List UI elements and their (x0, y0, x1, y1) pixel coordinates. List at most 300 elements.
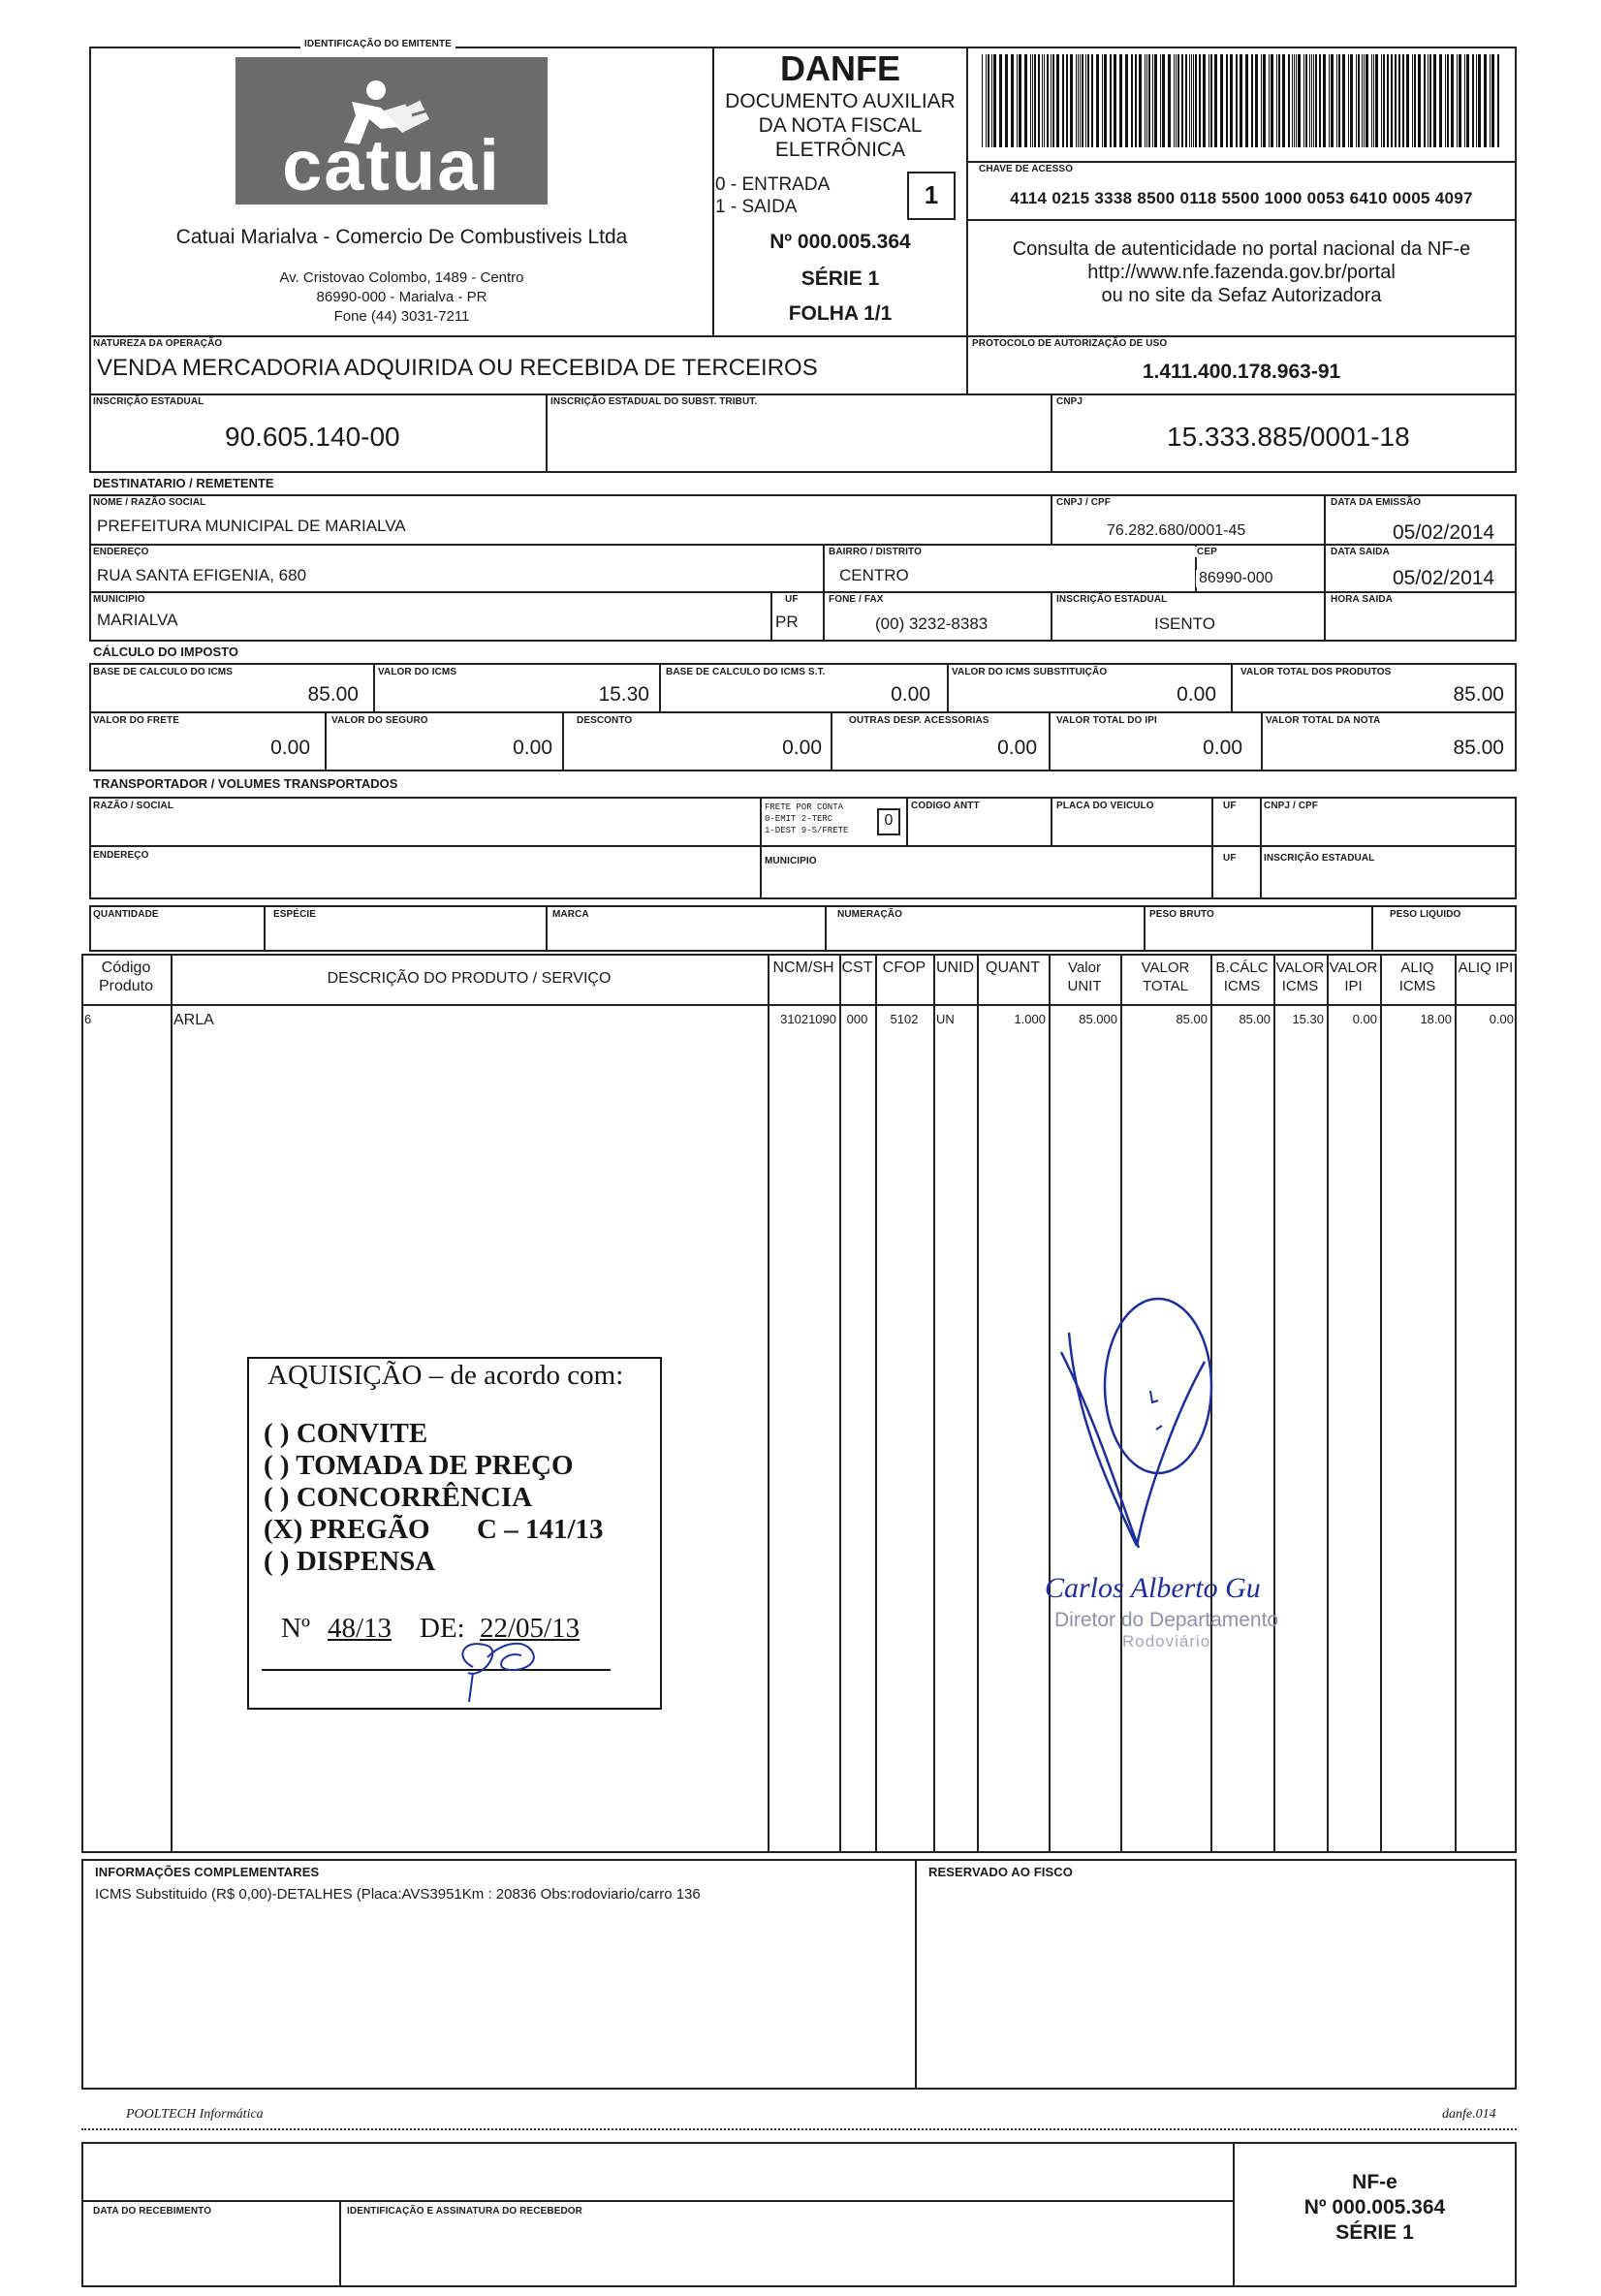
barcode-bar (1429, 54, 1431, 147)
barcode-bar (1362, 54, 1363, 147)
dest-fone: (00) 3232-8383 (875, 614, 989, 633)
dest-emissao-label: DATA DA EMISSÃO (1331, 497, 1422, 508)
dest-nome: PREFEITURA MUNICIPAL DE MARIALVA (97, 517, 406, 535)
transp-uf-label: UF (1223, 801, 1237, 811)
imp-div-b5 (1261, 711, 1263, 771)
barcode-bar (1146, 54, 1147, 147)
barcode-bar (1199, 54, 1201, 147)
v-icms: 15.30 (598, 683, 649, 706)
barcode-bar (1047, 54, 1049, 147)
barcode-bar (1433, 54, 1436, 147)
stamp-date-prefix: DE: (420, 1613, 465, 1644)
imp-div-b2 (562, 711, 564, 771)
barcode-bar (1230, 54, 1233, 147)
barcode-bar (1051, 54, 1052, 147)
barcode-bar (986, 54, 987, 147)
header-aliq-icms: ALIQ ICMS (1398, 959, 1436, 994)
barcode-bar (1476, 54, 1477, 147)
cnpj-emit-label: CNPJ (1056, 396, 1083, 407)
vol-div-1 (264, 905, 266, 952)
barcode-bar (1298, 54, 1301, 147)
barcode-bar (1189, 54, 1190, 147)
stamp-pregao-ref: C – 141/13 (477, 1514, 604, 1545)
cnpj-emit-value: 15.333.885/0001-18 (1167, 422, 1410, 452)
fisco-box (915, 1859, 1517, 2090)
dest-saida: 05/02/2014 (1393, 567, 1495, 589)
dest-div-cnpj (1051, 494, 1052, 544)
v-prod-label: VALOR TOTAL DOS PRODUTOS (1240, 667, 1392, 677)
barcode-bar (1375, 54, 1378, 147)
barcode-bar (1391, 54, 1393, 147)
vol-quantidade-label: QUANTIDADE (93, 909, 159, 920)
emitente-phone: Fone (44) 3031-7211 (333, 308, 470, 325)
imp-div-a3 (947, 663, 949, 711)
transp-placa-label: PLACA DO VEICULO (1056, 801, 1154, 811)
barcode-bar (1005, 54, 1008, 147)
transp-div-placa (1051, 797, 1052, 845)
barcode-bar (1472, 54, 1474, 147)
barcode-bar (1305, 54, 1307, 147)
barcode-bar (999, 54, 1002, 147)
produtos-col-divider (768, 954, 769, 1853)
transp-endereco-label: ENDEREÇO (93, 850, 149, 861)
barcode-bar (1381, 54, 1382, 147)
dest-municipio: MARIALVA (97, 611, 178, 629)
fisco-label: RESERVADO AO FISCO (928, 1865, 1073, 1879)
barcode-bar (1387, 54, 1389, 147)
barcode-bar (1269, 54, 1270, 147)
barcode-bar (1119, 54, 1122, 147)
stamp-date: 22/05/13 (480, 1613, 581, 1644)
dest-fone-label: FONE / FAX (829, 594, 884, 605)
chave-label: CHAVE DE ACESSO (979, 164, 1074, 174)
barcode-bar (1288, 54, 1290, 147)
barcode-bar (1466, 54, 1469, 147)
dest-div-uf (770, 591, 772, 642)
software-credit: POOLTECH Informática (126, 2107, 264, 2122)
header-descricao: DESCRIÇÃO DO PRODUTO / SERVIÇO (327, 970, 612, 987)
danfe-serie: SÉRIE 1 (800, 267, 880, 290)
canhoto-mid-line (81, 2200, 1233, 2202)
barcode-bar (1348, 54, 1349, 147)
barcode-bar (1114, 54, 1116, 147)
cell-valor-ipi: 0.00 (1352, 1012, 1377, 1026)
barcode-bar (1085, 54, 1086, 147)
danfe-subtitle-3: ELETRÔNICA (774, 139, 906, 161)
dest-row-line-1 (89, 544, 1517, 546)
barcode-bar (1292, 54, 1293, 147)
info-text: ICMS Substituido (R$ 0,00)-DETALHES (Placa:AVS3951Km : 20836 Obs:rodoviario/carro 136 (95, 1886, 701, 1903)
header-aliq-ipi: ALIQ IPI (1458, 959, 1514, 976)
barcode-bar (1176, 54, 1177, 147)
barcode-bar (1276, 54, 1277, 147)
barcode-bar (1181, 54, 1183, 147)
imp-div-a4 (1231, 663, 1233, 711)
produtos-col-divider (875, 954, 877, 1853)
destinatario-section: DESTINATARIO / REMETENTE (93, 476, 274, 490)
danfe-folha: FOLHA 1/1 (788, 302, 893, 325)
barcode-bar (1263, 54, 1266, 147)
vol-div-4 (1144, 905, 1146, 952)
bc-icms-label: BASE DE CALCULO DO ICMS (93, 667, 233, 677)
barcode-bar (1185, 54, 1187, 147)
cell-valor-total: 85.00 (1176, 1012, 1208, 1026)
cell-quant: 1.000 (1014, 1012, 1046, 1026)
emitente-address-1: Av. Cristovao Colombo, 1489 - Centro (279, 269, 524, 286)
canhoto-ident-label: IDENTIFICAÇÃO E ASSINATURA DO RECEBEDOR (347, 2206, 582, 2217)
barcode-bar (1338, 54, 1340, 147)
barcode-bar (1056, 54, 1059, 147)
vol-numeracao-label: NUMERAÇÃO (837, 909, 903, 920)
consulta-line-2: http://www.nfe.fazenda.gov.br/portal (1087, 262, 1396, 283)
frete-label: VALOR DO FRETE (93, 715, 179, 726)
frete-conta-2: 0-EMIT 2-TERC (765, 814, 833, 824)
barcode-bar (1042, 54, 1043, 147)
ipi-label: VALOR TOTAL DO IPI (1056, 715, 1157, 726)
stamp-num: 48/13 (328, 1613, 392, 1644)
barcode-bar (1102, 54, 1103, 147)
natureza-value: VENDA MERCADORIA ADQUIRIDA OU RECEBIDA DE TERCEIROS (97, 355, 818, 381)
outras: 0.00 (997, 737, 1037, 759)
header-cfop: CFOP (882, 959, 926, 976)
cut-line (81, 2128, 1517, 2130)
dest-div-bairro (823, 544, 825, 591)
barcode-bar (1464, 54, 1465, 147)
ie-label: INSCRIÇÃO ESTADUAL (93, 396, 204, 407)
dest-nome-label: NOME / RAZÃO SOCIAL (93, 497, 206, 508)
stamp-initials-signature (444, 1628, 560, 1706)
barcode-bar (1412, 54, 1413, 147)
cell-bc-icms: 85.00 (1239, 1012, 1271, 1026)
barcode-bar (1491, 54, 1494, 147)
barcode-bar (1424, 54, 1426, 147)
dest-endereco-label: ENDEREÇO (93, 547, 149, 557)
barcode-bar (1350, 54, 1353, 147)
frete-value: 0 (884, 812, 894, 829)
barcode-bar (1358, 54, 1360, 147)
barcode-bar (1414, 54, 1416, 147)
barcode-bar (1024, 54, 1027, 147)
header-bc-icms: B.CÁLC ICMS (1215, 959, 1269, 994)
seguro: 0.00 (513, 737, 552, 759)
inscricoes-divider-1 (546, 393, 548, 473)
canhoto-numero: Nº 000.005.364 (1303, 2196, 1446, 2218)
barcode-bar (1271, 54, 1273, 147)
header-valor-total: VALOR TOTAL (1141, 959, 1190, 994)
barcode-bar (1195, 54, 1197, 147)
barcode-bar (1451, 54, 1454, 147)
barcode-bar (1497, 54, 1499, 147)
barcode-bar (1076, 54, 1077, 147)
barcode-bar (1091, 54, 1093, 147)
desconto: 0.00 (782, 737, 822, 759)
produtos-col-divider (933, 954, 935, 1853)
canhoto-serie: SÉRIE 1 (1335, 2221, 1414, 2244)
imposto-row-line (89, 711, 1517, 713)
dest-div-ie (1051, 591, 1052, 642)
barcode-bar (1082, 54, 1083, 147)
canhoto-div-1 (339, 2200, 341, 2287)
barcode-bar (1177, 54, 1179, 147)
barcode-bar (1245, 54, 1248, 147)
barcode-bar (1418, 54, 1421, 147)
barcode-bar (1044, 54, 1045, 147)
barcode-bar (1034, 54, 1036, 147)
company-logo (235, 57, 548, 204)
barcode-bar (1356, 54, 1357, 147)
produtos-col-divider (1455, 954, 1457, 1853)
dest-cep: 86990-000 (1196, 570, 1276, 587)
barcode-bar (1174, 54, 1175, 147)
inscricoes-divider-2 (1051, 393, 1052, 473)
stamp-option-tomada: ( ) TOMADA DE PREÇO (264, 1450, 574, 1481)
danfe-entrada: 0 - ENTRADA (715, 174, 831, 195)
iest-label: INSCRIÇÃO ESTADUAL DO SUBST. TRIBUT. (550, 396, 758, 407)
protocolo-value: 1.411.400.178.963-91 (1142, 361, 1341, 383)
chave-top-line (966, 161, 1517, 163)
barcode-bar (1296, 54, 1297, 147)
info-label: INFORMAÇÕES COMPLEMENTARES (95, 1865, 320, 1879)
barcode-bar (1203, 54, 1206, 147)
stamp-num-prefix: Nº (281, 1613, 310, 1644)
barcode-bar (1110, 54, 1112, 147)
barcode-bar (1445, 54, 1446, 147)
barcode-bar (1342, 54, 1345, 147)
cell-descricao: ARLA (173, 1012, 214, 1028)
produtos-col-divider (977, 954, 979, 1853)
barcode-bar (1030, 54, 1031, 147)
dest-ie-label: INSCRIÇÃO ESTADUAL (1056, 594, 1168, 605)
produtos-col-divider (839, 954, 841, 1853)
barcode-bar (1484, 54, 1487, 147)
barcode-bar (1309, 54, 1310, 147)
barcode-bar (1282, 54, 1285, 147)
barcode-bar (1240, 54, 1242, 147)
produtos-col-divider (171, 954, 173, 1853)
barcode-bar (988, 54, 989, 147)
dest-endereco: RUA SANTA EFIGENIA, 680 (97, 566, 307, 584)
barcode-bar (1193, 54, 1194, 147)
barcode-bar (1017, 54, 1018, 147)
v-nota: 85.00 (1453, 737, 1504, 759)
header-cst: CST (841, 959, 873, 976)
imp-div-a2 (659, 663, 661, 711)
barcode-bar (1457, 54, 1458, 147)
barcode-bar (1311, 54, 1312, 147)
barcode-bar (1294, 54, 1295, 147)
dest-cep-label: CEP (1194, 547, 1220, 557)
barcode-bar (1139, 54, 1142, 147)
bc-st: 0.00 (891, 683, 930, 706)
barcode-bar (1145, 54, 1146, 147)
imp-div-b3 (831, 711, 832, 771)
cell-unid: UN (936, 1012, 955, 1026)
signature-department: Rodoviário (1122, 1632, 1211, 1651)
stamp-option-dispensa: ( ) DISPENSA (264, 1546, 436, 1577)
barcode-bar (1478, 54, 1481, 147)
canhoto-nfe: NF-e (1352, 2171, 1397, 2193)
consulta-line-1: Consulta de autenticidade no portal nacional da NF-e (1012, 238, 1471, 260)
transporte-section: TRANSPORTADOR / VOLUMES TRANSPORTADOS (93, 776, 398, 791)
vol-marca-label: MARCA (552, 909, 589, 920)
cell-aliq-icms: 18.00 (1420, 1012, 1452, 1026)
v-prod: 85.00 (1453, 683, 1504, 706)
produtos-col-divider (1273, 954, 1275, 1853)
danfe-subtitle-1: DOCUMENTO AUXILIAR (725, 90, 956, 112)
barcode-bar (1490, 54, 1491, 147)
vol-peso-liquido-label: PESO LIQUIDO (1390, 909, 1461, 920)
vol-div-3 (825, 905, 827, 952)
header-valor-ipi: VALOR IPI (1329, 959, 1378, 994)
imposto-section: CÁLCULO DO IMPOSTO (93, 645, 238, 659)
dest-div-emissao (1324, 494, 1326, 642)
barcode-bar (1096, 54, 1099, 147)
barcode-bar (1278, 54, 1280, 147)
emitente-address-2: 86990-000 - Marialva - PR (316, 289, 487, 305)
logo-text: catuai (282, 125, 501, 205)
barcode-bar (1080, 54, 1081, 147)
natureza-label: NATUREZA DA OPERAÇÃO (93, 338, 223, 349)
barcode-bar (1131, 54, 1133, 147)
barcode-bar (1315, 54, 1317, 147)
desconto-label: DESCONTO (577, 715, 633, 726)
transp-div-antt (906, 797, 908, 845)
barcode-bar (1439, 54, 1442, 147)
ie-value: 90.605.140-00 (225, 422, 400, 452)
stamp-option-concorrencia: ( ) CONCORRÊNCIA (264, 1482, 533, 1513)
barcode-bar (1383, 54, 1385, 147)
bc-icms: 85.00 (307, 683, 359, 706)
danfe-numero: Nº 000.005.364 (769, 231, 911, 253)
cell-cfop: 5102 (890, 1012, 919, 1026)
bc-st-label: BASE DE CALCULO DO ICMS S.T. (666, 667, 826, 677)
cell-aliq-ipi: 0.00 (1489, 1012, 1514, 1026)
danfe-tipo: 1 (924, 180, 939, 209)
barcode-bar (1406, 54, 1409, 147)
barcode-bar (1070, 54, 1073, 147)
frete-conta-3: 1-DEST 9-S/FRETE (765, 826, 849, 835)
barcode-bar (1398, 54, 1400, 147)
v-nota-label: VALOR TOTAL DA NOTA (1266, 715, 1381, 726)
barcode-bar (1214, 54, 1217, 147)
outras-label: OUTRAS DESP. ACESSORIAS (849, 715, 989, 726)
transp-uf2-label: UF (1223, 853, 1237, 864)
transp-municipio-label: MUNICIPIO (765, 856, 817, 866)
transp-razao-label: RAZÃO / SOCIAL (93, 801, 174, 811)
barcode-bar (1251, 54, 1253, 147)
produtos-col-divider (1380, 954, 1382, 1853)
barcode-bar (1062, 54, 1064, 147)
signature-title: Diretor do Departamento (1054, 1609, 1279, 1631)
barcode-bar (1255, 54, 1258, 147)
cell-codigo: 6 (84, 1012, 92, 1026)
header-valor-icms: VALOR ICMS (1275, 959, 1325, 994)
barcode-bar (1371, 54, 1372, 147)
header-valor-unit: Valor UNIT (1067, 959, 1102, 994)
barcode-bar (1019, 54, 1021, 147)
barcode-bar (1210, 54, 1212, 147)
dest-bairro-label: BAIRRO / DISTRITO (829, 547, 922, 557)
barcode-bar (1038, 54, 1040, 147)
transp-div-cnpj (1260, 797, 1262, 899)
dest-ie: ISENTO (1154, 614, 1215, 633)
frete: 0.00 (270, 737, 310, 759)
header-quant: QUANT (986, 959, 1040, 976)
transp-row-line (89, 845, 1517, 847)
dest-hora-label: HORA SAIDA (1331, 594, 1393, 605)
barcode-bar (982, 54, 983, 147)
header-codigo: Código Produto (98, 959, 154, 994)
imp-div-a1 (373, 663, 375, 711)
imp-div-b4 (1049, 711, 1051, 771)
dest-cnpj: 76.282.680/0001-45 (1107, 522, 1246, 539)
dest-div-fone (823, 591, 825, 642)
barcode-bar (1087, 54, 1089, 147)
produtos-col-divider (1327, 954, 1329, 1853)
transp-div-frete (760, 797, 762, 899)
frete-conta-1: FRETE POR CONTA (765, 802, 844, 812)
barcode-bar (1152, 54, 1153, 147)
barcode-bar (1313, 54, 1314, 147)
cell-cst: 000 (846, 1012, 868, 1026)
form-code: danfe.014 (1442, 2107, 1496, 2122)
vol-peso-bruto-label: PESO BRUTO (1149, 909, 1214, 920)
barcode-bar (1168, 54, 1171, 147)
barcode-bar (1032, 54, 1033, 147)
dest-cnpj-label: CNPJ / CPF (1056, 497, 1112, 508)
vol-div-2 (546, 905, 548, 952)
vol-especie-label: ESPÉCIE (273, 909, 317, 920)
barcode-bar (1366, 54, 1368, 147)
barcode-bar (1329, 54, 1330, 147)
transp-cnpj-label: CNPJ / CPF (1264, 801, 1319, 811)
barcode-bar (1066, 54, 1068, 147)
dest-emissao: 05/02/2014 (1393, 521, 1495, 544)
barcode-bar (1135, 54, 1137, 147)
transp-antt-label: CODIGO ANTT (911, 801, 980, 811)
vol-div-5 (1371, 905, 1373, 952)
barcode-bar (1336, 54, 1337, 147)
cell-valor-unit: 85.000 (1079, 1012, 1117, 1026)
dest-row-line-2 (89, 591, 1517, 593)
chave-value: 4114 0215 3338 8500 0118 5500 1000 0053 6410 0005 4097 (1010, 189, 1473, 207)
barcode-bar (1323, 54, 1326, 147)
barcode-bar (1011, 54, 1014, 147)
danfe-subtitle-2: DA NOTA FISCAL (758, 114, 923, 137)
barcode-bar (991, 54, 992, 147)
barcode-bar (1078, 54, 1079, 147)
header-unid: UNID (935, 959, 975, 976)
barcode-bar (1220, 54, 1223, 147)
barcode-bar (1319, 54, 1321, 147)
barcode-bar (1191, 54, 1192, 147)
barcode-bar (1148, 54, 1150, 147)
cell-valor-icms: 15.30 (1292, 1012, 1324, 1026)
danfe-title: DANFE (780, 48, 900, 88)
transp-div-uf (1211, 797, 1213, 899)
emitente-header-label: IDENTIFICAÇÃO DO EMITENTE (300, 39, 455, 49)
stamp-title: AQUISIÇÃO – de acordo com: (262, 1360, 629, 1392)
v-st: 0.00 (1177, 683, 1216, 706)
transp-ie-label: INSCRIÇÃO ESTADUAL (1264, 853, 1375, 864)
barcode-bar (1402, 54, 1404, 147)
protocolo-label: PROTOCOLO DE AUTORIZAÇÃO DE USO (972, 338, 1168, 349)
barcode-bar (1303, 54, 1304, 147)
cell-ncm: 31021090 (780, 1012, 836, 1026)
ipi: 0.00 (1203, 737, 1242, 759)
barcode-bar (1052, 54, 1054, 147)
canhoto-data-label: DATA DO RECEBIMENTO (93, 2206, 212, 2217)
